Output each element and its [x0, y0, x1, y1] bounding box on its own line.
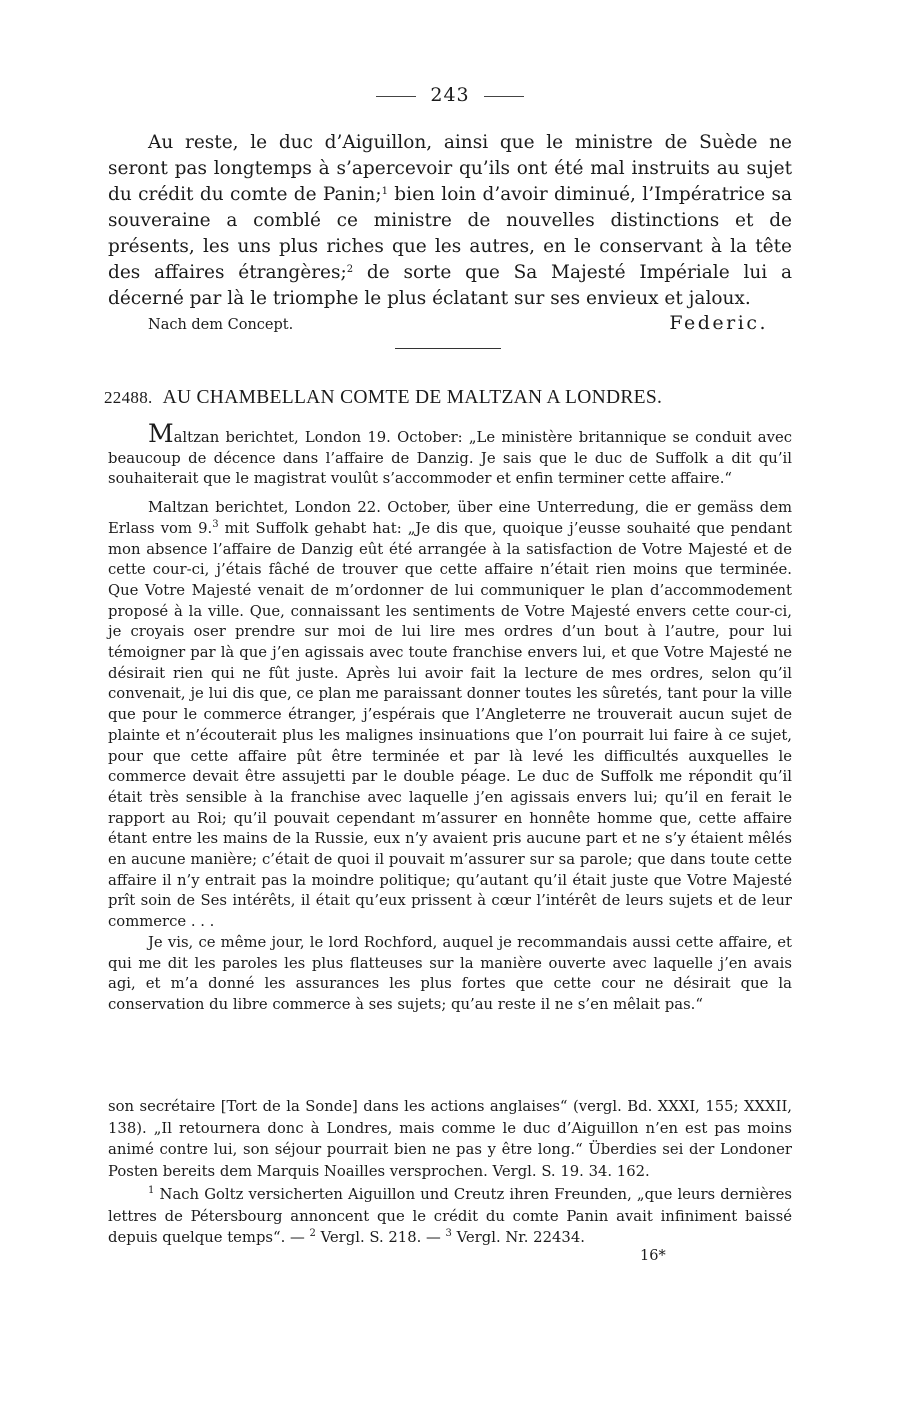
source-note: Nach dem Concept. — [148, 317, 294, 333]
footnotes — [108, 1096, 792, 1249]
page-header — [0, 84, 900, 106]
letter-end — [108, 130, 792, 312]
section-divider — [395, 348, 501, 349]
footnote-ref-2[interactable]: 2 — [346, 264, 354, 275]
document-heading — [104, 387, 794, 409]
footnote-mark-3: 3 — [445, 1228, 452, 1239]
sheet-signature: 16* — [640, 1248, 666, 1264]
header-rule-right — [484, 96, 524, 97]
footnote-mark-2: 2 — [309, 1228, 316, 1239]
document-body — [108, 419, 792, 1016]
closing-paragraph: Au reste, le duc d’Aiguillon, ainsi que le ministre de Suède ne seront pas longtemps à s’apercevoir qu’ils ont été mal instruits au sujet du crédit du comte de Panin;$^1$ bien loin d’avoir diminué, l’Impératrice sa souveraine a comblé ce ministre de nouvelles distinctions et de présents, les uns plus riches que les autres, en le conservant à la tête des affaires étrangères;$^2$ de sorte que Sa Majesté Impériale lui a décerné par là le triomphe le plus éclatant sur ses envieux et jaloux. — [108, 132, 792, 309]
document-number: 22488. — [104, 388, 153, 407]
document-title: AU CHAMBELLAN COMTE DE MALTZAN A LONDRES. — [162, 387, 663, 408]
signature: Federic. — [669, 312, 768, 334]
report-paragraph-1: Maltzan berichtet, London 19. October: „Le ministère britannique se conduit avec beaucoup de décence dans l’affaire de Danzig. Je sais que le duc de Suffolk a dit qu’il souhaiterait que le magistrat voulût s’accommoder et enfin terminer cette affaire.“ — [108, 419, 792, 488]
footnote-ref-1[interactable]: 1 — [381, 186, 388, 197]
footnote-ref-3[interactable]: 3 — [212, 518, 219, 530]
footnote-mark-1: 1 — [148, 1185, 155, 1196]
report-paragraph-3: Je vis, ce même jour, le lord Rochford, auquel je recommandais aussi cette affaire, et qui me dit les paroles les plus flatteuses sur la manière ouverte avec laquelle j’en avais agi, et m’a donné les assurances les plus fortes que cette cour ne désirait que la conservation du libre commerce à ses sujets; qu’au reste il ne s’en mêlait pas.“ — [108, 933, 792, 1013]
footnote-list: $^1$ Nach Goltz versicherten Aiguillon und Creutz ihren Freunden, „que leurs dernières lettres de Pétersbourg annoncent que le crédit du comte Panin avait infiniment baissé depuis quelque temps“. — $^2$ Vergl. S. 218. — $^3$ Vergl. Nr. 22434. — [108, 1185, 792, 1246]
footnote-continuation: son secrétaire [Tort de la Sonde] dans les actions anglaises“ (vergl. Bd. XXXI, 155; XXXII, 138). „Il retournera donc à Londres, mais comme le duc d’Aiguillon n’en est pas moins animé contre lui, son séjour pourrait bien ne pas y être long.“ Überdies sei der Londoner Posten bereits dem Marquis Noailles versprochen. Vergl. S. 19. 34. 162. — [108, 1098, 792, 1180]
header-rule-left — [376, 96, 416, 97]
page-number: 243 — [430, 84, 470, 106]
initial-letter: M — [148, 419, 174, 448]
source-signature-row — [148, 312, 768, 334]
report-paragraph-2: Maltzan berichtet, London 22. October, über eine Unterredung, die er gemäss dem Erlass vom 9.$^3$ mit Suffolk gehabt hat: „Je dis que, quoique j’eusse souhaité que pendant mon absence l’affaire de Danzig eût été arrangée à la satisfaction de Votre Majesté et de cette cour-ci, j’étais fâché de trouver que cette affaire n’était rien moins que terminée. Que Votre Majesté venait de m’ordonner de lui communiquer le plan d’accommodement proposé à la ville. Que, connaissant les sentiments de Votre Majesté envers cette cour-ci, je croyais oser prendre sur moi de lui lire mes ordres d’un bout à l’autre, pour lui témoigner par là que j’en agissais avec toute franchise envers lui, et que Votre Majesté ne désirait rien qui ne fût juste. Après lui avoir fait la lecture de mes ordres, selon qu’il convenait, je lui dis que, ce plan me paraissant donner toutes les sûretés, tant pour la ville que pour le commerce étranger, j’espérais que l’Angleterre ne trouverait aucun sujet de plainte et n’écouterait plus les malignes insinuations que l’on pourrait lui faire à ce sujet, pour que cette affaire pût être terminée et par là levé les difficultés auxquelles le commerce devait être assujetti par le double péage. Le duc de Suffolk me répondit qu’il était très sensible à la franchise avec laquelle j’en agissais envers lui; qu’il en ferait le rapport au Roi; qu’il pouvait cependant m’assurer en honnête homme que, cette affaire étant entre les mains de la Russie, eux n’y avaient pris aucune part et ne s’y étaient mêlés en aucune manière; c’était de quoi il pouvait m’assurer sur sa parole; que dans toute cette affaire il n’y entrait pas la moindre politique; qu’autant qu’il était juste que Votre Majesté prît soin de Ses intérêts, il était qu’eux prissent à cœur l’intérêt de leurs sujets et de leur commerce . . . — [108, 499, 792, 931]
